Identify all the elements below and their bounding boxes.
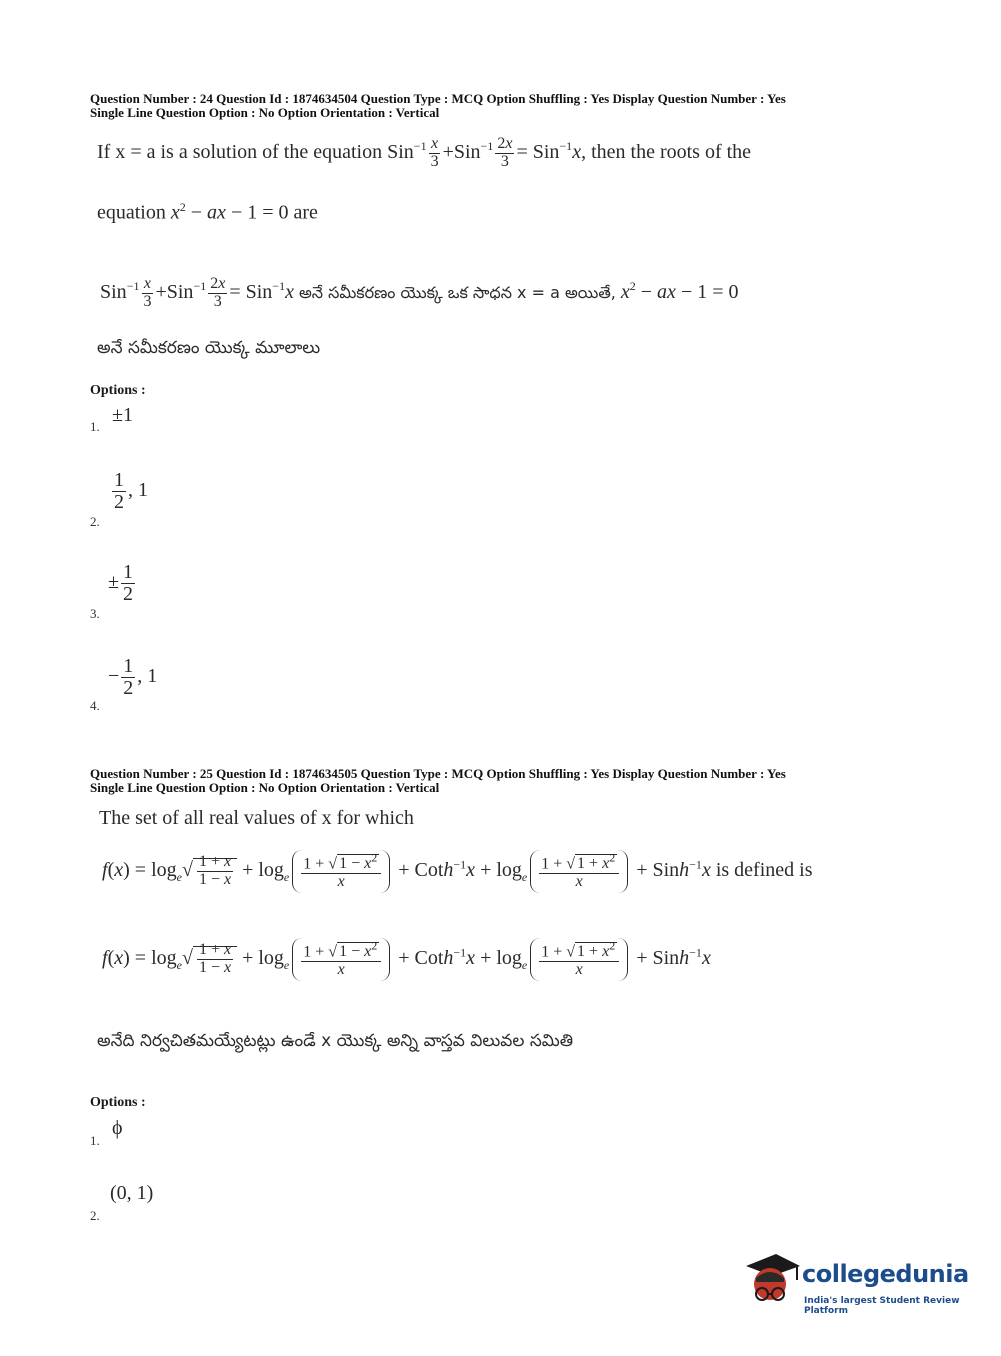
q25-option-2[interactable]: (0, 1) (110, 1182, 154, 1204)
q24-telugu-line2: అనే సమీకరణం యొక్క మూలాలు (97, 338, 321, 358)
q25-function-line: $f(x) = \log_e√$ $\frac{1 + x}{1 - x}$ + $\log_e$ $\frac{1 + √ 1 - x^2}{x}$ + Coth$^{-1}$x + $\log_e$ $\frac{1 + √ 1 + x^2}{x}$ + Sinh$^{-1}$x is defined is (102, 850, 812, 893)
q25-telugu-line: అనేది నిర్వచితమయ్యేటట్లు ఉండే x యొక్క అన్ని వాస్తవ విలువల సమితి (97, 1031, 574, 1051)
q24-equation-line2: equation $x^2$ − ax − 1 = 0 are (97, 200, 318, 224)
logo-tagline: India's largest Student Review Platform (804, 1296, 960, 1316)
q24-option-1[interactable]: ±1 (112, 404, 133, 426)
q25-options-label: Options : (90, 1095, 146, 1110)
q25-meta-line2: Single Line Question Option : No Option Orientation : Vertical (90, 780, 440, 795)
q24-text-line2: equation (97, 201, 166, 224)
q24-option-3-number: 3. (90, 606, 100, 621)
q24-option-4-number: 4. (90, 698, 100, 713)
q24-equation-line: If x = a is a solution of the equation Sin$^{-1}$ $\frac{x}{3}$ +Sin$^{-1}$ $\frac{2x}{3}$ = Sin$^{-1}$x, then the roots of the (97, 135, 752, 170)
q24-option-2-number: 2. (90, 514, 100, 529)
q25-text-defined: is defined is (715, 859, 813, 882)
collegedunia-logo (742, 1252, 972, 1322)
q25-option-2-number: 2. (90, 1208, 100, 1223)
q25-meta (90, 767, 950, 795)
q24-meta-line2: Single Line Question Option : No Option Orientation : Vertical (90, 105, 440, 120)
q25-text-intro: The set of all real values of x for which (99, 807, 414, 829)
q24-option-3[interactable]: ± $\frac{1}{2}$ (108, 561, 133, 605)
q24-telugu-equation: Sin$^{-1}$ $\frac{x}{3}$ +Sin$^{-1}$ $\frac{2x}{3}$ = Sin$^{-1}$x అనే సమీకరణం యొక్క ఒక సాధన x = a అయితే, $x^2$ − ax − 1 = 0 (100, 275, 739, 310)
q24-text-are: are (293, 201, 318, 224)
q24-text-intro: If x = a is a solution of the equation (97, 140, 383, 163)
q24-option-4[interactable]: − $\frac{1}{2}$ , 1 (108, 655, 158, 699)
q25-option-1[interactable]: ϕ (112, 1117, 123, 1139)
q24-meta (90, 92, 950, 120)
q25-option-1-number: 1. (90, 1133, 100, 1148)
q25-function-line-telugu: $f(x) = \log_e√$ $\frac{1 + x}{1 - x}$ + $\log_e$ $\frac{1 + √ 1 - x^2}{x}$ + Coth$^{-1}$x + $\log_e$ $\frac{1 + √ 1 + x^2}{x}$ + Sinh$^{-1}$x (102, 938, 711, 981)
mascot-icon (742, 1252, 802, 1316)
q24-meta-line1: Question Number : 24 Question Id : 1874634504 Question Type : MCQ Option Shuffling : Yes Display Question Number : Yes (90, 91, 786, 106)
q24-option-1-number: 1. (90, 419, 100, 434)
q25-meta-line1: Question Number : 25 Question Id : 1874634505 Question Type : MCQ Option Shuffling : Yes Display Question Number : Yes (90, 766, 786, 781)
q24-telugu-mid: అనే సమీకరణం యొక్క ఒక సాధన x = a అయితే, (298, 282, 616, 302)
q24-text-then: , then the roots of the (581, 140, 752, 163)
q24-option-2[interactable]: $\frac{1}{2}$ , 1 (114, 469, 148, 513)
logo-name: collegedunia (802, 1260, 969, 1288)
q24-options-label: Options : (90, 383, 146, 398)
